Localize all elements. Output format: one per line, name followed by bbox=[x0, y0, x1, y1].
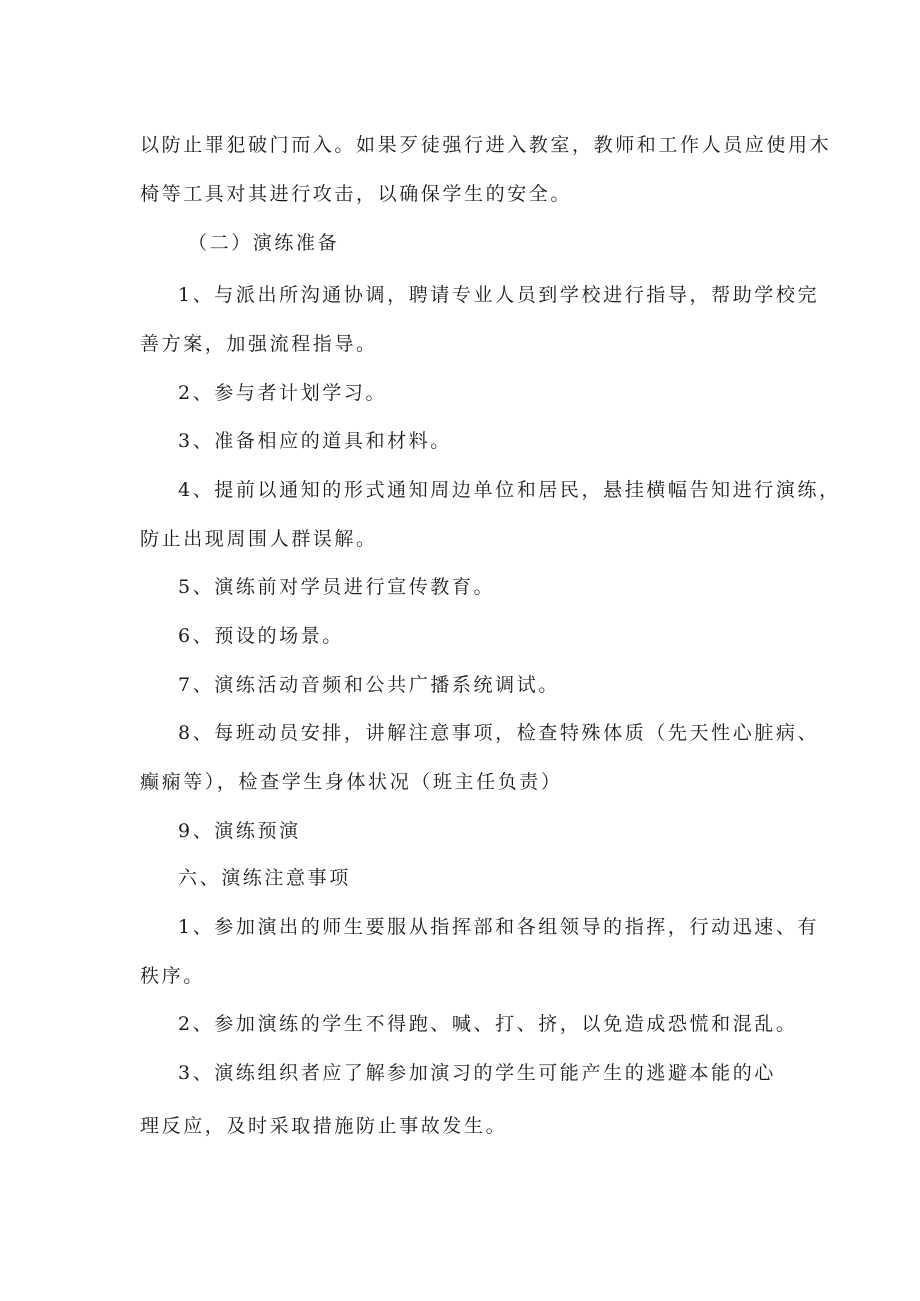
list-item-line: 善方案，加强流程指导。 bbox=[140, 333, 378, 355]
section-heading: 六、演练注意事项 bbox=[178, 867, 351, 889]
list-item-line: 4、提前以通知的形式通知周边单位和居民，悬挂横幅告知进行演练， bbox=[178, 479, 841, 501]
list-item-line: 1、与派出所沟通协调，聘请专业人员到学校进行指导，帮助学校完 bbox=[178, 284, 820, 306]
list-item-line: 2、参与者计划学习。 bbox=[178, 382, 388, 404]
list-item-line: 2、参加演练的学生不得跑、喊、打、挤，以免造成恐慌和混乱。 bbox=[178, 1013, 798, 1035]
paragraph-line: 椅等工具对其进行攻击，以确保学生的安全。 bbox=[140, 183, 573, 205]
list-item-line: 秩序。 bbox=[140, 965, 205, 987]
list-item-line: 1、参加演出的师生要服从指挥部和各组领导的指挥，行动迅速、有 bbox=[178, 916, 820, 938]
list-item-line: 3、演练组织者应了解参加演习的学生可能产生的逃避本能的心 bbox=[178, 1062, 776, 1084]
list-item-line: 7、演练活动音频和公共广播系统调试。 bbox=[178, 674, 560, 696]
list-item-line: 理反应，及时采取措施防止事故发生。 bbox=[140, 1115, 508, 1137]
list-item-line: 防止出现周围人群误解。 bbox=[140, 528, 378, 550]
paragraph-line: 以防止罪犯破门而入。如果歹徒强行进入教室，教师和工作人员应使用木 bbox=[140, 134, 832, 156]
list-item-line: 5、演练前对学员进行宣传教育。 bbox=[178, 576, 496, 598]
section-heading: （二）演练准备 bbox=[188, 232, 340, 254]
list-item-line: 癫痫等），检查学生身体状况（班主任负责） bbox=[140, 771, 563, 793]
list-item-line: 8、每班动员安排，讲解注意事项，检查特殊体质（先天性心脏病、 bbox=[178, 722, 820, 744]
list-item-line: 6、预设的场景。 bbox=[178, 625, 344, 647]
list-item-line: 3、准备相应的道具和材料。 bbox=[178, 430, 452, 452]
list-item-line: 9、演练预演 bbox=[178, 820, 301, 842]
